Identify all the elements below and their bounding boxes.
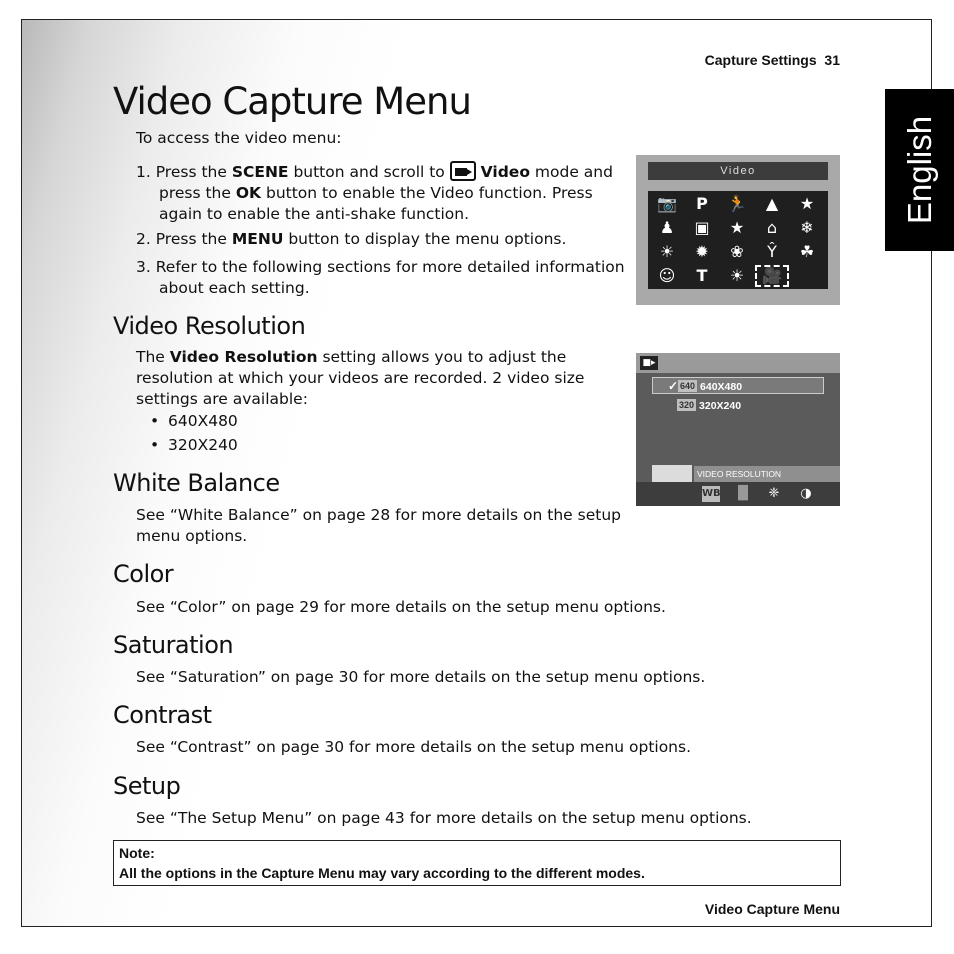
page-title: Video Capture Menu [113,80,471,123]
scene-menu-title: Video [648,162,828,180]
note-text: All the options in the Capture Menu may vary according to the different modes. [119,865,645,881]
running-footer: Video Capture Menu [704,901,840,917]
white-balance-heading: White Balance [113,469,280,497]
white-balance-icon: WB [702,486,720,502]
saturation-icon: ❈ [768,486,780,501]
contrast-icon: ◑ [800,486,812,501]
saturation-text: See “Saturation” on page 30 for more details on the setup menu options. [136,668,706,686]
foliage-icon: ❀ [730,242,744,261]
camera-icon: 📷 [657,194,677,213]
portrait-icon: ♟ [659,218,675,237]
resolution-option-640: ✓ 640 640X480 [652,377,824,394]
sport-icon: 🏃 [727,194,747,213]
scene-icon-grid [648,191,828,289]
framed-portrait-icon: ▣ [694,218,710,237]
saturation-heading: Saturation [113,631,234,659]
intro-text: To access the video menu: [136,129,342,147]
landscape-icon: ▲ [765,194,779,213]
video-scene-icon: 🎥 [755,265,789,287]
step-2: 2. Press the MENU button to display the menu options. [136,230,567,248]
night-landscape-icon: ★ [799,194,815,213]
fireworks-icon: ✹ [695,242,709,261]
color-icon: ▐▌ [733,486,753,501]
party-icon: Ŷ [767,242,777,261]
checkmark-icon: ✓ [667,379,678,393]
resolution-option-320: 320 320X240 [679,400,742,412]
color-text: See “Color” on page 29 for more details on the setup menu options. [136,598,666,616]
kids-icon: ☺ [658,266,676,285]
list-item: • 640X480 [150,412,238,430]
list-item: • 320X240 [150,436,238,454]
video-resolution-heading: Video Resolution [113,312,306,340]
note-box [113,840,841,886]
language-tab-label: English [900,115,938,225]
text-icon: T [696,266,708,285]
video-resolution-text: The Video Resolution setting allows you to adjust the resolution at which your videos are recorded. 2 video size settings are available: [136,348,585,408]
setup-text: See “The Setup Menu” on page 43 for more details on the setup menu options. [136,809,752,827]
header-page-number: 31 [824,52,840,68]
note-label: Note: [119,845,155,861]
menu-bottom-bar [636,482,840,506]
scene-menu-screenshot [636,155,840,305]
step-3: 3. Refer to the following sections for more detailed information about each setting. [136,258,625,297]
group-icon: ☘ [799,242,815,261]
contrast-heading: Contrast [113,701,212,729]
backlight-icon: ☀ [729,266,745,285]
menu-top-bar [636,353,840,373]
night-portrait-icon: ★ [729,218,745,237]
video-mode-icon [450,161,476,181]
program-icon: P [696,194,708,213]
video-resolution-screenshot [636,353,840,506]
museum-icon: ⌂ [766,218,778,237]
header-section: Capture Settings [704,52,817,68]
snow-icon: ❄ [800,218,814,237]
language-tab [885,89,954,251]
menu-label: VIDEO RESOLUTION [694,466,840,482]
white-balance-text: See “White Balance” on page 28 for more details on the setup menu options. [136,506,621,545]
video-camera-icon: ■▸ [640,356,658,370]
step-1: 1. Press the SCENE button and scroll to Video mode and press the OK button to enable the Video function. Press again to enable the anti-shake function. [136,163,613,223]
color-heading: Color [113,560,174,588]
contrast-text: See “Contrast” on page 30 for more details on the setup menu options. [136,738,692,756]
running-header [705,52,840,68]
setup-heading: Setup [113,772,181,800]
beach-icon: ☀ [659,242,675,261]
